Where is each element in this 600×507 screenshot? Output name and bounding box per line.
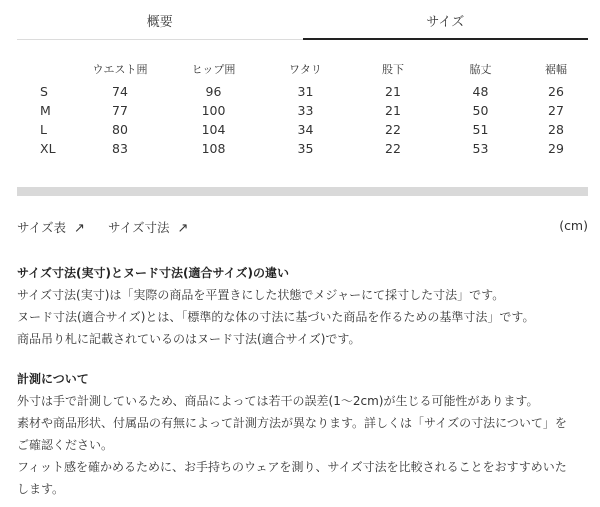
table-cell: 31 xyxy=(297,84,314,99)
table-cell: 26 xyxy=(548,84,564,99)
table-row xyxy=(17,139,588,158)
size-notes xyxy=(17,262,592,500)
table-cell: 21 xyxy=(385,84,401,99)
header-thigh: ワタリ xyxy=(289,63,322,76)
external-arrow-icon: ↗ xyxy=(74,221,85,236)
table-cell: 83 xyxy=(112,141,128,156)
table-cell: 34 xyxy=(297,122,314,137)
table-cell: 28 xyxy=(548,122,564,137)
table-cell: 100 xyxy=(201,103,226,118)
table-cell: 104 xyxy=(201,122,226,137)
external-arrow-icon: ↗ xyxy=(177,221,189,236)
section-title-measurement: 計測について xyxy=(17,372,89,386)
header-inseam: 股下 xyxy=(382,63,404,76)
size-table xyxy=(17,56,588,158)
table-cell: 74 xyxy=(112,84,128,99)
note-line: 素材や商品形状、付属品の有無によって計測方法が異なります。詳しくは「サイズの寸法について」を xyxy=(17,416,567,430)
table-cell: 51 xyxy=(472,122,489,137)
note-line: フィット感を確かめるために、お手持ちのウェアを測り、サイズ寸法を比較されることをおすすめいた xyxy=(17,460,567,474)
table-row xyxy=(17,101,588,120)
horizontal-scrollbar[interactable] xyxy=(17,187,588,196)
size-label: XL xyxy=(40,141,56,156)
header-side-length: 脇丈 xyxy=(469,63,492,76)
note-line: サイズ寸法(実寸)は「実際の商品を平置きにした状態でメジャーにて採寸した寸法」です。 xyxy=(17,288,505,302)
section-title-size-difference: サイズ寸法(実寸)とヌード寸法(適合サイズ)の違い xyxy=(17,266,290,280)
note-line: します。 xyxy=(17,482,65,496)
table-cell: 48 xyxy=(472,84,489,99)
header-size xyxy=(17,56,75,82)
header-waist: ウエスト囲 xyxy=(92,63,148,76)
links-row xyxy=(17,218,588,236)
size-chart-link[interactable] xyxy=(17,218,85,236)
table-cell: 77 xyxy=(112,103,128,118)
table-cell: 50 xyxy=(472,103,489,118)
size-label: L xyxy=(40,122,47,137)
tab-bar xyxy=(17,0,588,40)
header-hem-width: 裾幅 xyxy=(545,63,567,76)
table-cell: 22 xyxy=(385,122,401,137)
table-cell: 33 xyxy=(297,103,314,118)
table-row xyxy=(17,82,588,101)
table-cell: 108 xyxy=(201,141,226,156)
size-label: M xyxy=(40,103,51,118)
note-line: 外寸は手で計測しているため、商品によっては若干の誤差(1〜2cm)が生じる可能性があります。 xyxy=(17,394,539,408)
unit-label: (cm) xyxy=(559,218,588,233)
size-chart-link-label: サイズ表 xyxy=(17,220,67,235)
table-cell: 29 xyxy=(548,141,564,156)
size-measure-link-label: サイズ寸法 xyxy=(108,220,170,235)
size-label: S xyxy=(40,84,48,99)
note-line: ヌード寸法(適合サイズ)とは、「標準的な体の寸法に基づいた商品を作るための基準寸法」です。 xyxy=(17,310,535,324)
table-cell: 53 xyxy=(472,141,489,156)
header-hip: ヒップ囲 xyxy=(191,63,236,76)
table-cell: 35 xyxy=(297,141,314,156)
table-cell: 22 xyxy=(385,141,401,156)
note-line: ご確認ください。 xyxy=(17,438,114,452)
table-cell: 27 xyxy=(548,103,564,118)
tab-size[interactable]: サイズ xyxy=(303,0,589,40)
table-header-row xyxy=(17,56,588,82)
table-cell: 80 xyxy=(112,122,128,137)
table-cell: 21 xyxy=(385,103,401,118)
size-measure-link[interactable] xyxy=(108,218,188,236)
tab-overview[interactable]: 概要 xyxy=(146,14,173,30)
table-cell: 96 xyxy=(205,84,222,99)
table-row xyxy=(17,120,588,139)
note-line: 商品吊り札に記載されているのはヌード寸法(適合サイズ)です。 xyxy=(17,332,361,346)
